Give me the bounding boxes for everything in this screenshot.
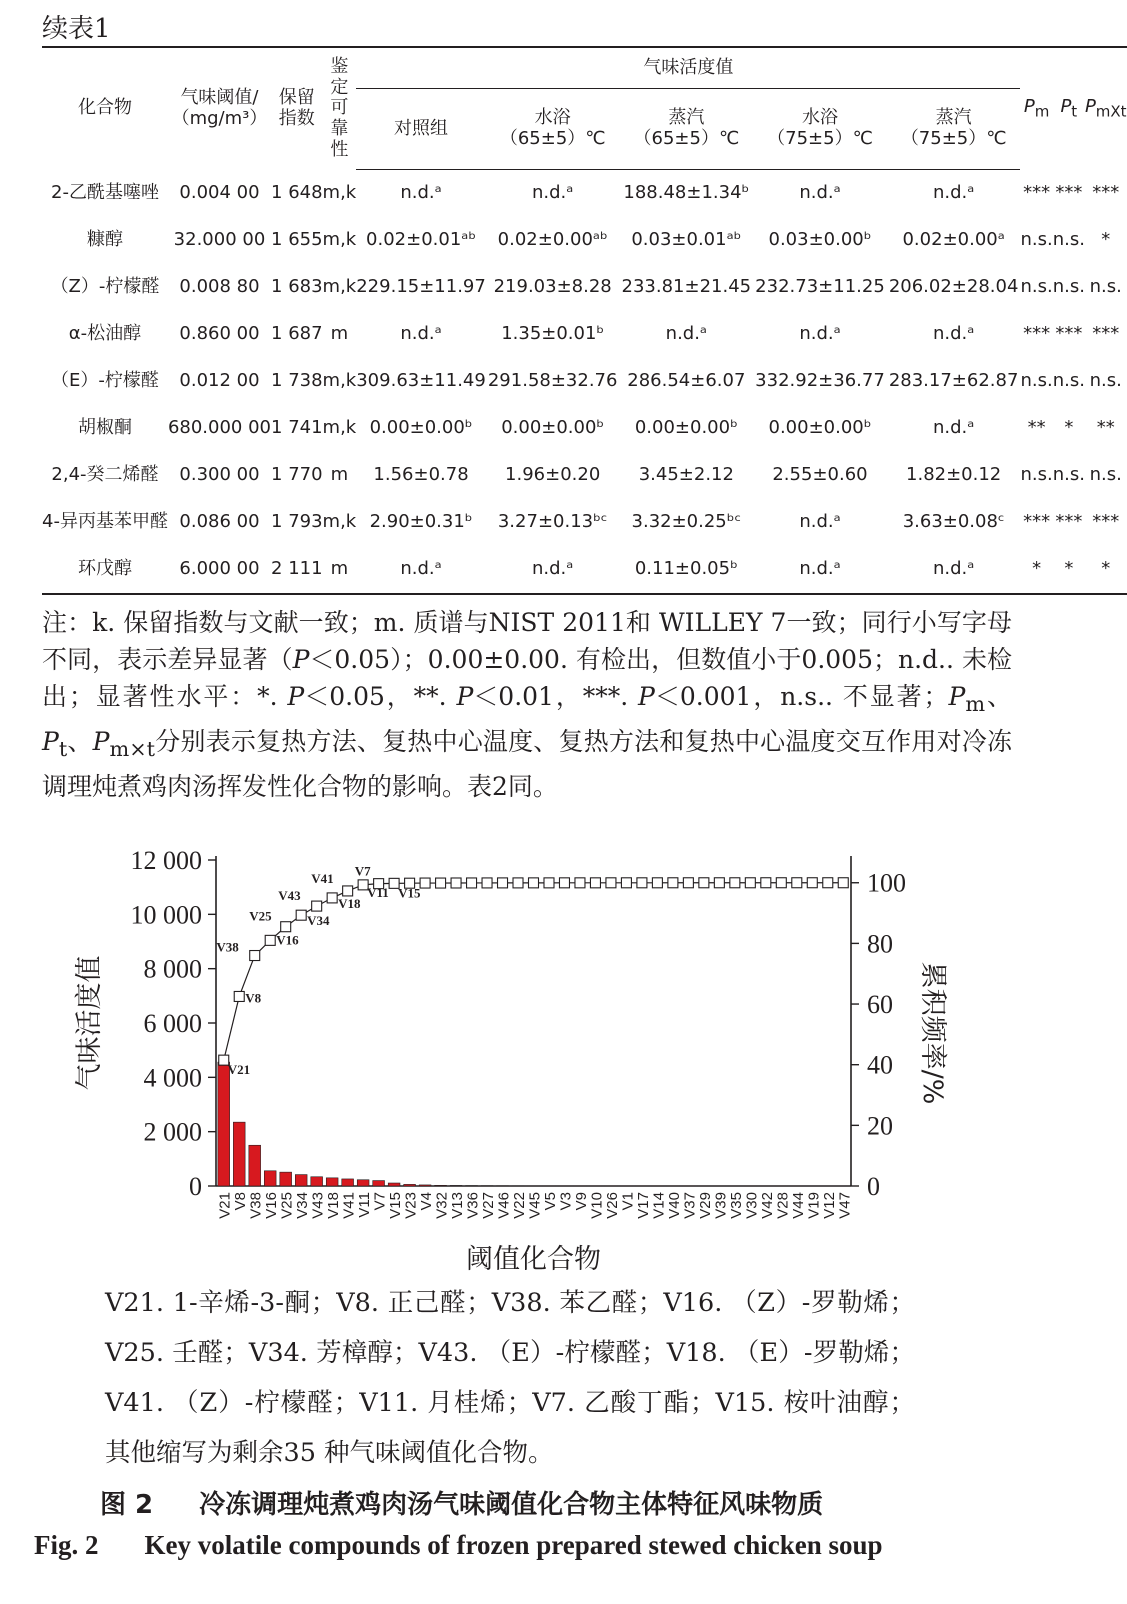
- cell-pmxt: ***: [1092, 181, 1120, 203]
- x-tick-label: V3: [557, 1192, 575, 1211]
- cumulative-point: [838, 878, 848, 888]
- point-label: V8: [245, 990, 262, 1006]
- results-table-container: [42, 46, 1127, 595]
- cell-pt: ***: [1055, 323, 1083, 345]
- cumulative-point: [234, 991, 244, 1001]
- x-tick-label: V35: [727, 1192, 745, 1219]
- cumulative-point: [250, 951, 260, 961]
- cumulative-point: [776, 878, 786, 888]
- cell-threshold: 0.086 00: [179, 511, 260, 533]
- x-tick-label: V25: [278, 1192, 296, 1219]
- cell-pm: n.s.: [1020, 370, 1053, 392]
- x-tick-label: V26: [603, 1192, 621, 1219]
- bar: [249, 1145, 261, 1186]
- cumulative-point: [312, 901, 322, 911]
- x-tick-label: V42: [758, 1192, 776, 1219]
- cell-pmxt: ***: [1092, 323, 1120, 345]
- x-tick-label: V18: [325, 1192, 343, 1219]
- cell-id: m: [323, 546, 357, 594]
- bar: [233, 1122, 245, 1186]
- y2-axis-title: 累积频率/%: [917, 961, 948, 1105]
- col-header-pm: $P_m$: [1020, 47, 1052, 170]
- y-axis-title: 气味活度值: [74, 955, 105, 1091]
- x-tick-label: V34: [294, 1192, 312, 1219]
- x-tick-label: V9: [572, 1192, 590, 1211]
- figure-legend: V21. 1-辛烯-3-酮；V8. 正己醛；V38. 苯乙醛；V16. （Z）-罗勒烯；V25. 壬醛；V34. 芳樟醇；V43. （E）-柠檬醛；V18. （E）-罗勒烯；V41. （Z）-柠檬醛；V11. 月桂烯；V7. 乙酸丁酯；V15. 桉叶油醇；其他缩写为剩余35 种气味阈值化合物。: [105, 1288, 915, 1468]
- cell-ri: 2 111: [271, 546, 323, 594]
- x-tick-label: V19: [805, 1192, 823, 1219]
- col-header-steam75: 蒸汽（75±5）℃: [887, 89, 1021, 170]
- table-row: [42, 311, 1127, 358]
- cell-pt: n.s.: [1052, 229, 1085, 251]
- y-tick-label: 0: [189, 1172, 202, 1201]
- cell-pm: n.s.: [1020, 276, 1053, 298]
- cumulative-point: [621, 878, 631, 888]
- cell-pt: *: [1064, 417, 1074, 439]
- figure-caption-cn: 图 2 冷冻调理炖煮鸡肉汤气味阈值化合物主体特征风味物质: [100, 1490, 824, 1520]
- y2-tick-label: 0: [867, 1172, 880, 1201]
- x-tick-label: V5: [541, 1192, 559, 1211]
- cumulative-point: [513, 878, 523, 888]
- cell-name: 糠醇: [86, 229, 123, 251]
- col-header-water75: 水浴（75±5）℃: [753, 89, 887, 170]
- cumulative-point: [637, 878, 647, 888]
- cell-water65: 291.58±32.76: [487, 370, 618, 392]
- x-tick-label: V22: [511, 1192, 529, 1219]
- cell-id: m: [330, 323, 349, 345]
- cell-control: 2.90±0.31ᵇ: [369, 511, 473, 533]
- cell-threshold: 680.000 00: [167, 417, 272, 439]
- bar: [404, 1184, 416, 1186]
- cell-water65: 3.27±0.13ᵇᶜ: [497, 511, 608, 533]
- cumulative-point: [436, 878, 446, 888]
- cell-pm: ***: [1023, 511, 1051, 533]
- x-tick-label: V21: [216, 1192, 234, 1219]
- cumulative-point: [327, 893, 337, 903]
- point-label: V43: [278, 888, 301, 904]
- x-tick-label: V27: [480, 1192, 498, 1219]
- cell-ri: 1 648: [271, 181, 323, 203]
- cell-steam75: 0.02±0.00ᵃ: [902, 229, 1005, 251]
- bar: [450, 1185, 462, 1186]
- y-tick-label: 8 000: [143, 954, 202, 984]
- cell-pt: ***: [1055, 181, 1083, 203]
- bar: [357, 1180, 369, 1186]
- cell-control: 309.63±11.49: [356, 370, 486, 392]
- cell-steam65: 0.11±0.05ᵇ: [620, 546, 754, 594]
- bar: [218, 1062, 230, 1186]
- cell-water65: n.d.ᵃ: [486, 546, 620, 594]
- point-label: V41: [311, 870, 334, 886]
- cell-control: n.d.ᵃ: [356, 546, 486, 594]
- bar: [388, 1183, 400, 1186]
- col-header-control: 对照组: [356, 89, 486, 170]
- cell-name: （Z）-柠檬醛: [50, 276, 160, 298]
- cell-steam75: 3.63±0.08ᶜ: [902, 511, 1005, 533]
- point-label: V16: [276, 932, 299, 948]
- cell-water65: 0.00±0.00ᵇ: [501, 417, 605, 439]
- cell-name: 4-异丙基苯甲醛: [42, 511, 168, 533]
- point-label: V18: [338, 895, 361, 911]
- cell-pmxt: *: [1101, 229, 1111, 251]
- cumulative-point: [652, 878, 662, 888]
- table-row: [42, 358, 1127, 405]
- cell-steam65: 286.54±6.07: [627, 370, 746, 392]
- cumulative-point: [498, 878, 508, 888]
- cell-threshold: 32.000 00: [173, 229, 266, 251]
- x-tick-label: V13: [449, 1192, 467, 1219]
- y2-tick-label: 20: [867, 1111, 893, 1141]
- cumulative-point: [467, 878, 477, 888]
- x-tick-label: V43: [309, 1192, 327, 1219]
- cell-water75: n.d.ᵃ: [753, 546, 887, 594]
- cell-steam75: 206.02±28.04: [888, 276, 1019, 298]
- cumulative-point: [761, 878, 771, 888]
- col-header-threshold: 气味阈值/（mg/m³）: [168, 47, 271, 170]
- cell-ri: 1 683: [271, 276, 323, 298]
- cell-water75: 0.03±0.00ᵇ: [768, 229, 872, 251]
- y2-tick-label: 40: [867, 1050, 893, 1080]
- cell-id: m,k: [322, 276, 357, 298]
- bar: [311, 1177, 323, 1186]
- cell-name: 环戊醇: [42, 546, 168, 594]
- y2-tick-label: 100: [867, 868, 906, 898]
- cell-water65: n.d.ᵃ: [532, 182, 574, 204]
- bar: [295, 1175, 307, 1186]
- cell-water65: 1.96±0.20: [505, 464, 601, 486]
- x-tick-label: V23: [402, 1192, 420, 1219]
- point-label: V25: [249, 908, 272, 924]
- cell-threshold: 0.300 00: [179, 464, 260, 486]
- x-tick-label: V39: [712, 1192, 730, 1219]
- cell-water75: n.d.ᵃ: [799, 511, 841, 533]
- x-tick-label: V46: [495, 1192, 513, 1219]
- x-tick-label: V11: [356, 1192, 374, 1218]
- col-header-retention: 保留指数: [271, 47, 323, 170]
- cell-ri: 1 687: [271, 323, 323, 345]
- y2-tick-label: 60: [867, 990, 893, 1020]
- cell-pmxt: n.s.: [1089, 370, 1122, 392]
- cell-pt: n.s.: [1052, 464, 1085, 486]
- cell-threshold: 0.004 00: [179, 181, 260, 203]
- cell-pmxt: ***: [1092, 511, 1120, 533]
- results-table: [42, 46, 1127, 595]
- cumulative-point: [420, 878, 430, 888]
- cell-ri: 1 793: [271, 511, 323, 533]
- cell-pt: n.s.: [1052, 276, 1085, 298]
- cumulative-point: [559, 878, 569, 888]
- x-tick-label: V41: [340, 1192, 358, 1219]
- cell-pm: ***: [1023, 323, 1051, 345]
- cell-steam75: 1.82±0.12: [906, 464, 1002, 486]
- cell-steam75: 283.17±62.87: [888, 370, 1019, 392]
- cumulative-point: [451, 878, 461, 888]
- x-tick-label: V30: [743, 1192, 761, 1219]
- table-continuation-title: 续表1: [42, 14, 111, 44]
- cell-pt: n.s.: [1052, 370, 1085, 392]
- cell-id: m,k: [322, 181, 357, 203]
- cell-id: m: [330, 464, 349, 486]
- cell-control: 229.15±11.97: [356, 276, 486, 298]
- cell-water65: 0.02±0.00ᵃᵇ: [497, 229, 608, 251]
- cell-threshold: 0.860 00: [179, 323, 260, 345]
- cell-steam65: 233.81±21.45: [621, 276, 752, 298]
- bar: [326, 1178, 338, 1186]
- cell-name: 胡椒酮: [77, 417, 132, 439]
- cumulative-point: [575, 878, 585, 888]
- x-tick-label: V10: [588, 1192, 606, 1219]
- cell-id: m,k: [322, 511, 357, 533]
- point-label: V11: [367, 884, 389, 900]
- cell-steam65: 0.00±0.00ᵇ: [634, 417, 738, 439]
- cell-water75: 0.00±0.00ᵇ: [768, 417, 872, 439]
- cell-pm: n.s.: [1020, 229, 1053, 251]
- cumulative-point: [668, 878, 678, 888]
- x-tick-label: V8: [232, 1192, 250, 1211]
- cell-water75: n.d.ᵃ: [799, 323, 841, 345]
- x-tick-label: V1: [619, 1192, 637, 1211]
- cell-water75: n.d.ᵃ: [799, 182, 841, 204]
- x-tick-label: V44: [789, 1192, 807, 1219]
- cumulative-point: [823, 878, 833, 888]
- cumulative-point: [606, 878, 616, 888]
- cell-pmxt: n.s.: [1089, 464, 1122, 486]
- x-tick-label: V40: [665, 1192, 683, 1219]
- point-label: V15: [398, 885, 421, 901]
- cell-ri: 1 770: [271, 464, 323, 486]
- figure-caption-en: Fig. 2 Key volatile compounds of frozen prepared stewed chicken soup: [34, 1530, 883, 1560]
- table-row: [42, 170, 1127, 218]
- col-header-pt: $P_t$: [1053, 47, 1085, 170]
- table-row: [42, 546, 1127, 594]
- bar: [280, 1172, 292, 1186]
- cell-steam65: 3.32±0.25ᵇᶜ: [631, 511, 742, 533]
- col-header-compound: 化合物: [42, 47, 168, 170]
- cumulative-point: [343, 886, 353, 896]
- bar: [264, 1171, 276, 1186]
- bar: [373, 1181, 385, 1186]
- table-row: [42, 405, 1127, 452]
- cell-pm: *: [1020, 546, 1052, 594]
- x-tick-label: V7: [371, 1192, 389, 1211]
- cell-name: 2-乙酰基噻唑: [51, 181, 159, 203]
- cell-name: （E）-柠檬醛: [51, 370, 159, 392]
- x-tick-label: V47: [836, 1192, 854, 1219]
- x-tick-label: V37: [681, 1192, 699, 1219]
- cumulative-point: [792, 878, 802, 888]
- cell-id: m,k: [322, 370, 357, 392]
- point-label: V7: [354, 863, 371, 879]
- cumulative-point: [482, 878, 492, 888]
- col-header-water65: 水浴（65±5）℃: [486, 89, 620, 170]
- x-tick-label: V15: [387, 1192, 405, 1219]
- col-header-steam65: 蒸汽（65±5）℃: [620, 89, 754, 170]
- col-header-oav: 气味活度值: [356, 47, 1020, 89]
- cell-steam75: n.d.ᵃ: [932, 182, 975, 204]
- x-tick-label: V28: [774, 1192, 792, 1219]
- bar: [419, 1185, 431, 1186]
- cumulative-point: [714, 878, 724, 888]
- cell-steam65: 0.03±0.01ᵃᵇ: [631, 229, 742, 251]
- bar: [342, 1179, 354, 1186]
- cell-pmxt: n.s.: [1089, 276, 1122, 298]
- y-tick-label: 12 000: [130, 846, 202, 875]
- cell-steam65: 3.45±2.12: [638, 464, 734, 486]
- cell-name: 2,4-癸二烯醛: [51, 464, 159, 486]
- cell-pm: **: [1027, 417, 1046, 439]
- y2-tick-label: 80: [867, 929, 893, 959]
- table-row: [42, 217, 1127, 264]
- x-tick-label: V12: [820, 1192, 838, 1219]
- cell-threshold: 0.012 00: [179, 370, 260, 392]
- cell-pmxt: **: [1096, 417, 1115, 439]
- cumulative-point: [699, 878, 709, 888]
- cell-control: 0.00±0.00ᵇ: [369, 417, 473, 439]
- y-tick-label: 10 000: [130, 900, 202, 930]
- cell-water65: 219.03±8.28: [493, 276, 612, 298]
- oav-pareto-chart: [40, 846, 980, 1276]
- cumulative-point: [265, 935, 275, 945]
- cell-steam75: n.d.ᵃ: [932, 417, 975, 439]
- point-label: V34: [307, 913, 330, 929]
- x-tick-label: V38: [247, 1192, 265, 1219]
- table-row: [42, 452, 1127, 499]
- cell-threshold: 0.008 80: [179, 276, 260, 298]
- cell-id: m,k: [322, 229, 357, 251]
- cell-pm: ***: [1023, 181, 1051, 203]
- cumulative-point: [745, 878, 755, 888]
- cumulative-point: [281, 922, 291, 932]
- table-note: 注：k. 保留指数与文献一致；m. 质谱与NIST 2011和 WILLEY 7一致；同行小写字母不同，表示差异显著（P＜0.05）；0.00±0.00. 有检出，但数值小于0.005；n.d.. 未检出；显著性水平：*. P＜0.05，**. P＜0.01，***. P＜0.001，n.s.. 不显著；$P_m$、$P_t$、$P_{m\times t}$分别表示复热方法、复热中心温度、复热方法和复热中心温度交互作用对冷冻调理炖煮鸡肉汤挥发性化合物的影响。表2同。: [42, 608, 1012, 801]
- cell-pmxt: *: [1085, 546, 1127, 594]
- table-row: [42, 264, 1127, 311]
- cell-ri: 1 741: [271, 417, 323, 439]
- cumulative-point: [544, 878, 554, 888]
- cell-pt: *: [1053, 546, 1085, 594]
- x-tick-label: V36: [464, 1192, 482, 1219]
- x-tick-label: V16: [263, 1192, 281, 1219]
- cell-steam75: n.d.ᵃ: [887, 546, 1021, 594]
- cumulative-point: [296, 910, 306, 920]
- x-axis-title: 阈值化合物: [466, 1244, 601, 1275]
- point-label: V38: [216, 939, 239, 955]
- cell-threshold: 6.000 00: [168, 546, 271, 594]
- x-tick-label: V4: [418, 1192, 436, 1211]
- bar: [435, 1185, 447, 1186]
- cell-pt: ***: [1055, 511, 1083, 533]
- cell-steam65: 188.48±1.34ᵇ: [623, 182, 750, 204]
- cell-ri: 1 738: [271, 370, 323, 392]
- cell-pm: n.s.: [1020, 464, 1053, 486]
- cell-control: n.d.ᵃ: [400, 182, 442, 204]
- cumulative-point: [730, 878, 740, 888]
- x-tick-label: V45: [526, 1192, 544, 1219]
- y-tick-label: 2 000: [143, 1117, 202, 1147]
- cell-water75: 232.73±11.25: [755, 276, 885, 298]
- cell-name: α-松油醇: [68, 323, 142, 345]
- y-tick-label: 6 000: [143, 1009, 202, 1038]
- cell-control: 0.02±0.01ᵃᵇ: [366, 229, 477, 251]
- cell-control: n.d.ᵃ: [400, 323, 442, 345]
- cumulative-point: [807, 878, 817, 888]
- x-tick-label: V17: [634, 1192, 652, 1219]
- point-label: V21: [227, 1062, 251, 1078]
- cell-water75: 2.55±0.60: [772, 464, 868, 486]
- cumulative-point: [529, 878, 539, 888]
- cumulative-point: [683, 878, 693, 888]
- cell-water75: 332.92±36.77: [755, 370, 885, 392]
- cell-control: 1.56±0.78: [373, 464, 469, 486]
- cell-ri: 1 655: [271, 229, 323, 251]
- x-tick-label: V32: [433, 1192, 451, 1219]
- col-header-pmxt: $P_{mXt}$: [1085, 47, 1127, 170]
- cell-steam75: n.d.ᵃ: [932, 323, 975, 345]
- y-tick-label: 4 000: [143, 1063, 202, 1093]
- cell-water65: 1.35±0.01ᵇ: [501, 323, 605, 345]
- cumulative-point: [590, 878, 600, 888]
- col-header-identification: 鉴定可靠性: [323, 47, 357, 170]
- x-tick-label: V29: [696, 1192, 714, 1219]
- x-tick-label: V14: [650, 1192, 668, 1219]
- table-row: [42, 499, 1127, 546]
- cell-steam65: n.d.ᵃ: [665, 323, 707, 345]
- cell-id: m,k: [322, 417, 357, 439]
